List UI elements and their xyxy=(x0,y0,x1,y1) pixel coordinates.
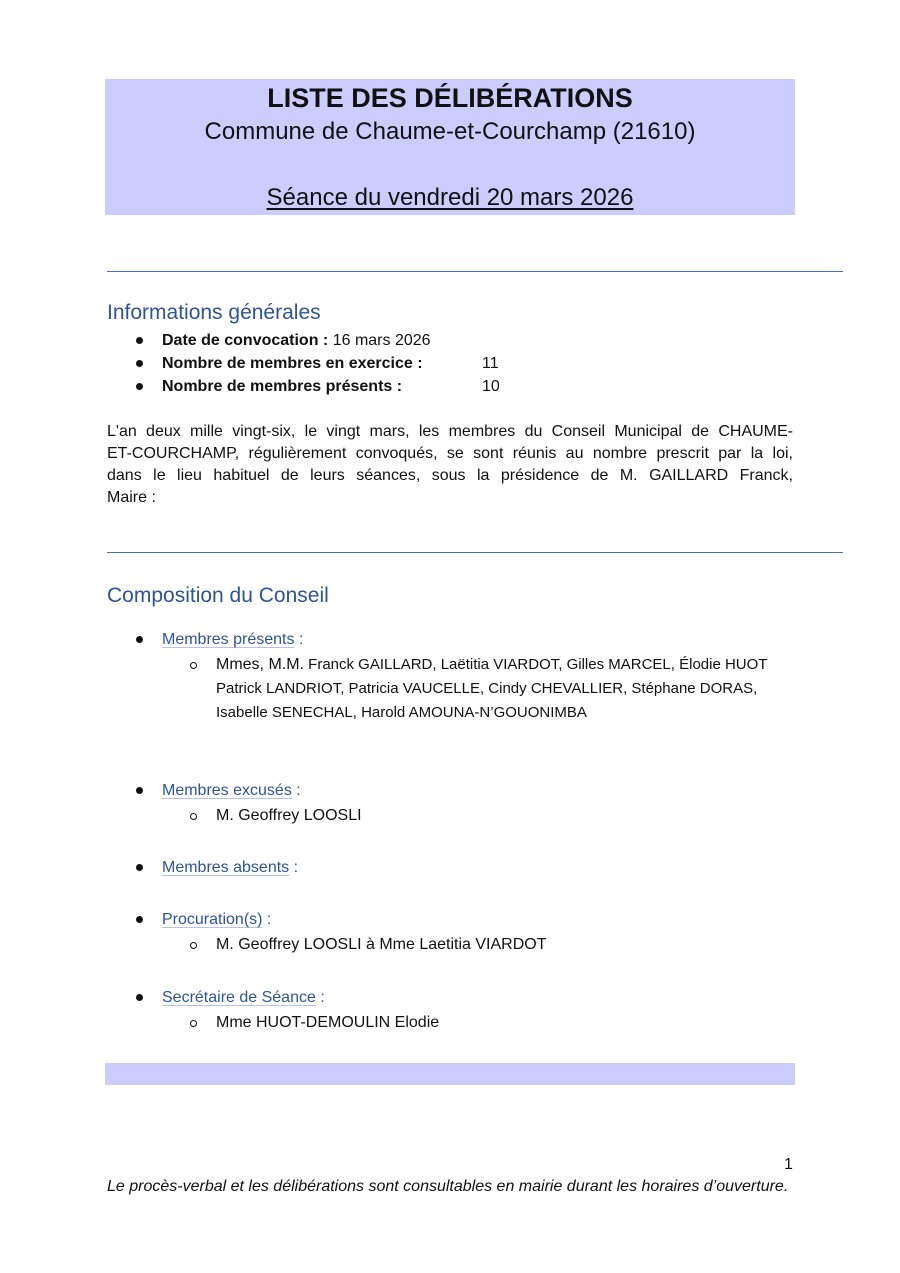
paragraph-line: dans le lieu habituel de leurs séances, sous la présidence de M. GAILLARD Franck, xyxy=(107,467,793,484)
footnote: Le procès-verbal et les délibérations sont consultables en mairie durant les horaires d’ouverture. xyxy=(107,1178,789,1195)
present-members-line: Patrick LANDRIOT, Patricia VAUCELLE, Cindy CHEVALLIER, Stéphane DORAS, xyxy=(216,680,758,697)
proxy-item: M. Geoffrey LOOSLI à Mme Laetitia VIARDOT xyxy=(216,936,547,953)
label-members-present[interactable]: Membres présents : xyxy=(162,631,304,648)
label-secretary[interactable]: Secrétaire de Séance : xyxy=(162,989,325,1006)
bullet-icon xyxy=(136,994,143,1001)
section-heading-general-info: Informations générales xyxy=(107,301,321,324)
paragraph-line: ET-COURCHAMP, régulièrement convoqués, se sont réunis au nombre prescrit par la loi, xyxy=(107,445,793,462)
bullet-icon xyxy=(136,636,143,643)
bullet-icon xyxy=(136,360,143,367)
footer-band xyxy=(105,1063,795,1085)
divider xyxy=(107,271,843,272)
info-value-members-in-office: 11 xyxy=(482,355,499,372)
info-label-members-present: Nombre de membres présents : xyxy=(162,378,403,395)
present-members-line: Isabelle SENECHAL, Harold AMOUNA-N’GOUONIMBA xyxy=(216,704,587,721)
paragraph-line: L'an deux mille vingt-six, le vingt mars, les membres du Conseil Municipal de CHAUME- xyxy=(107,423,793,440)
document-title: LISTE DES DÉLIBÉRATIONS xyxy=(267,83,633,113)
members-prefix: Mmes, M.M. xyxy=(216,656,304,673)
bullet-icon xyxy=(136,916,143,923)
present-members-line: Franck GAILLARD, Laëtitia VIARDOT, Gilles MARCEL, Élodie HUOT xyxy=(308,656,768,673)
sub-bullet-icon xyxy=(190,942,197,949)
info-value-convocation: 16 mars 2026 xyxy=(332,332,431,349)
label-members-absent[interactable]: Membres absents : xyxy=(162,859,299,876)
bullet-icon xyxy=(136,383,143,390)
excused-member: M. Geoffrey LOOSLI xyxy=(216,807,362,824)
paragraph-line: Maire : xyxy=(107,489,156,506)
header-banner xyxy=(105,79,795,215)
label-proxies[interactable]: Procuration(s) : xyxy=(162,911,272,928)
divider xyxy=(107,552,843,553)
info-value-members-present: 10 xyxy=(482,378,500,395)
bullet-icon xyxy=(136,864,143,871)
secretary-name: Mme HUOT-DEMOULIN Elodie xyxy=(216,1014,440,1031)
section-heading-composition: Composition du Conseil xyxy=(107,584,329,607)
page-number: 1 xyxy=(784,1156,793,1173)
bullet-icon xyxy=(136,337,143,344)
label-members-excused[interactable]: Membres excusés : xyxy=(162,782,301,799)
info-label-convocation: Date de convocation : 16 mars 2026 xyxy=(162,332,431,349)
sub-bullet-icon xyxy=(190,1020,197,1027)
info-label-members-in-office: Nombre de membres en exercice : xyxy=(162,355,423,372)
sub-bullet-icon xyxy=(190,813,197,820)
present-members-list xyxy=(216,653,806,725)
session-date: Séance du vendredi 20 mars 2026 xyxy=(266,184,634,211)
session-paragraph xyxy=(107,421,793,509)
sub-bullet-icon xyxy=(190,662,197,669)
bullet-icon xyxy=(136,787,143,794)
commune-name: Commune de Chaume-et-Courchamp (21610) xyxy=(204,118,696,145)
